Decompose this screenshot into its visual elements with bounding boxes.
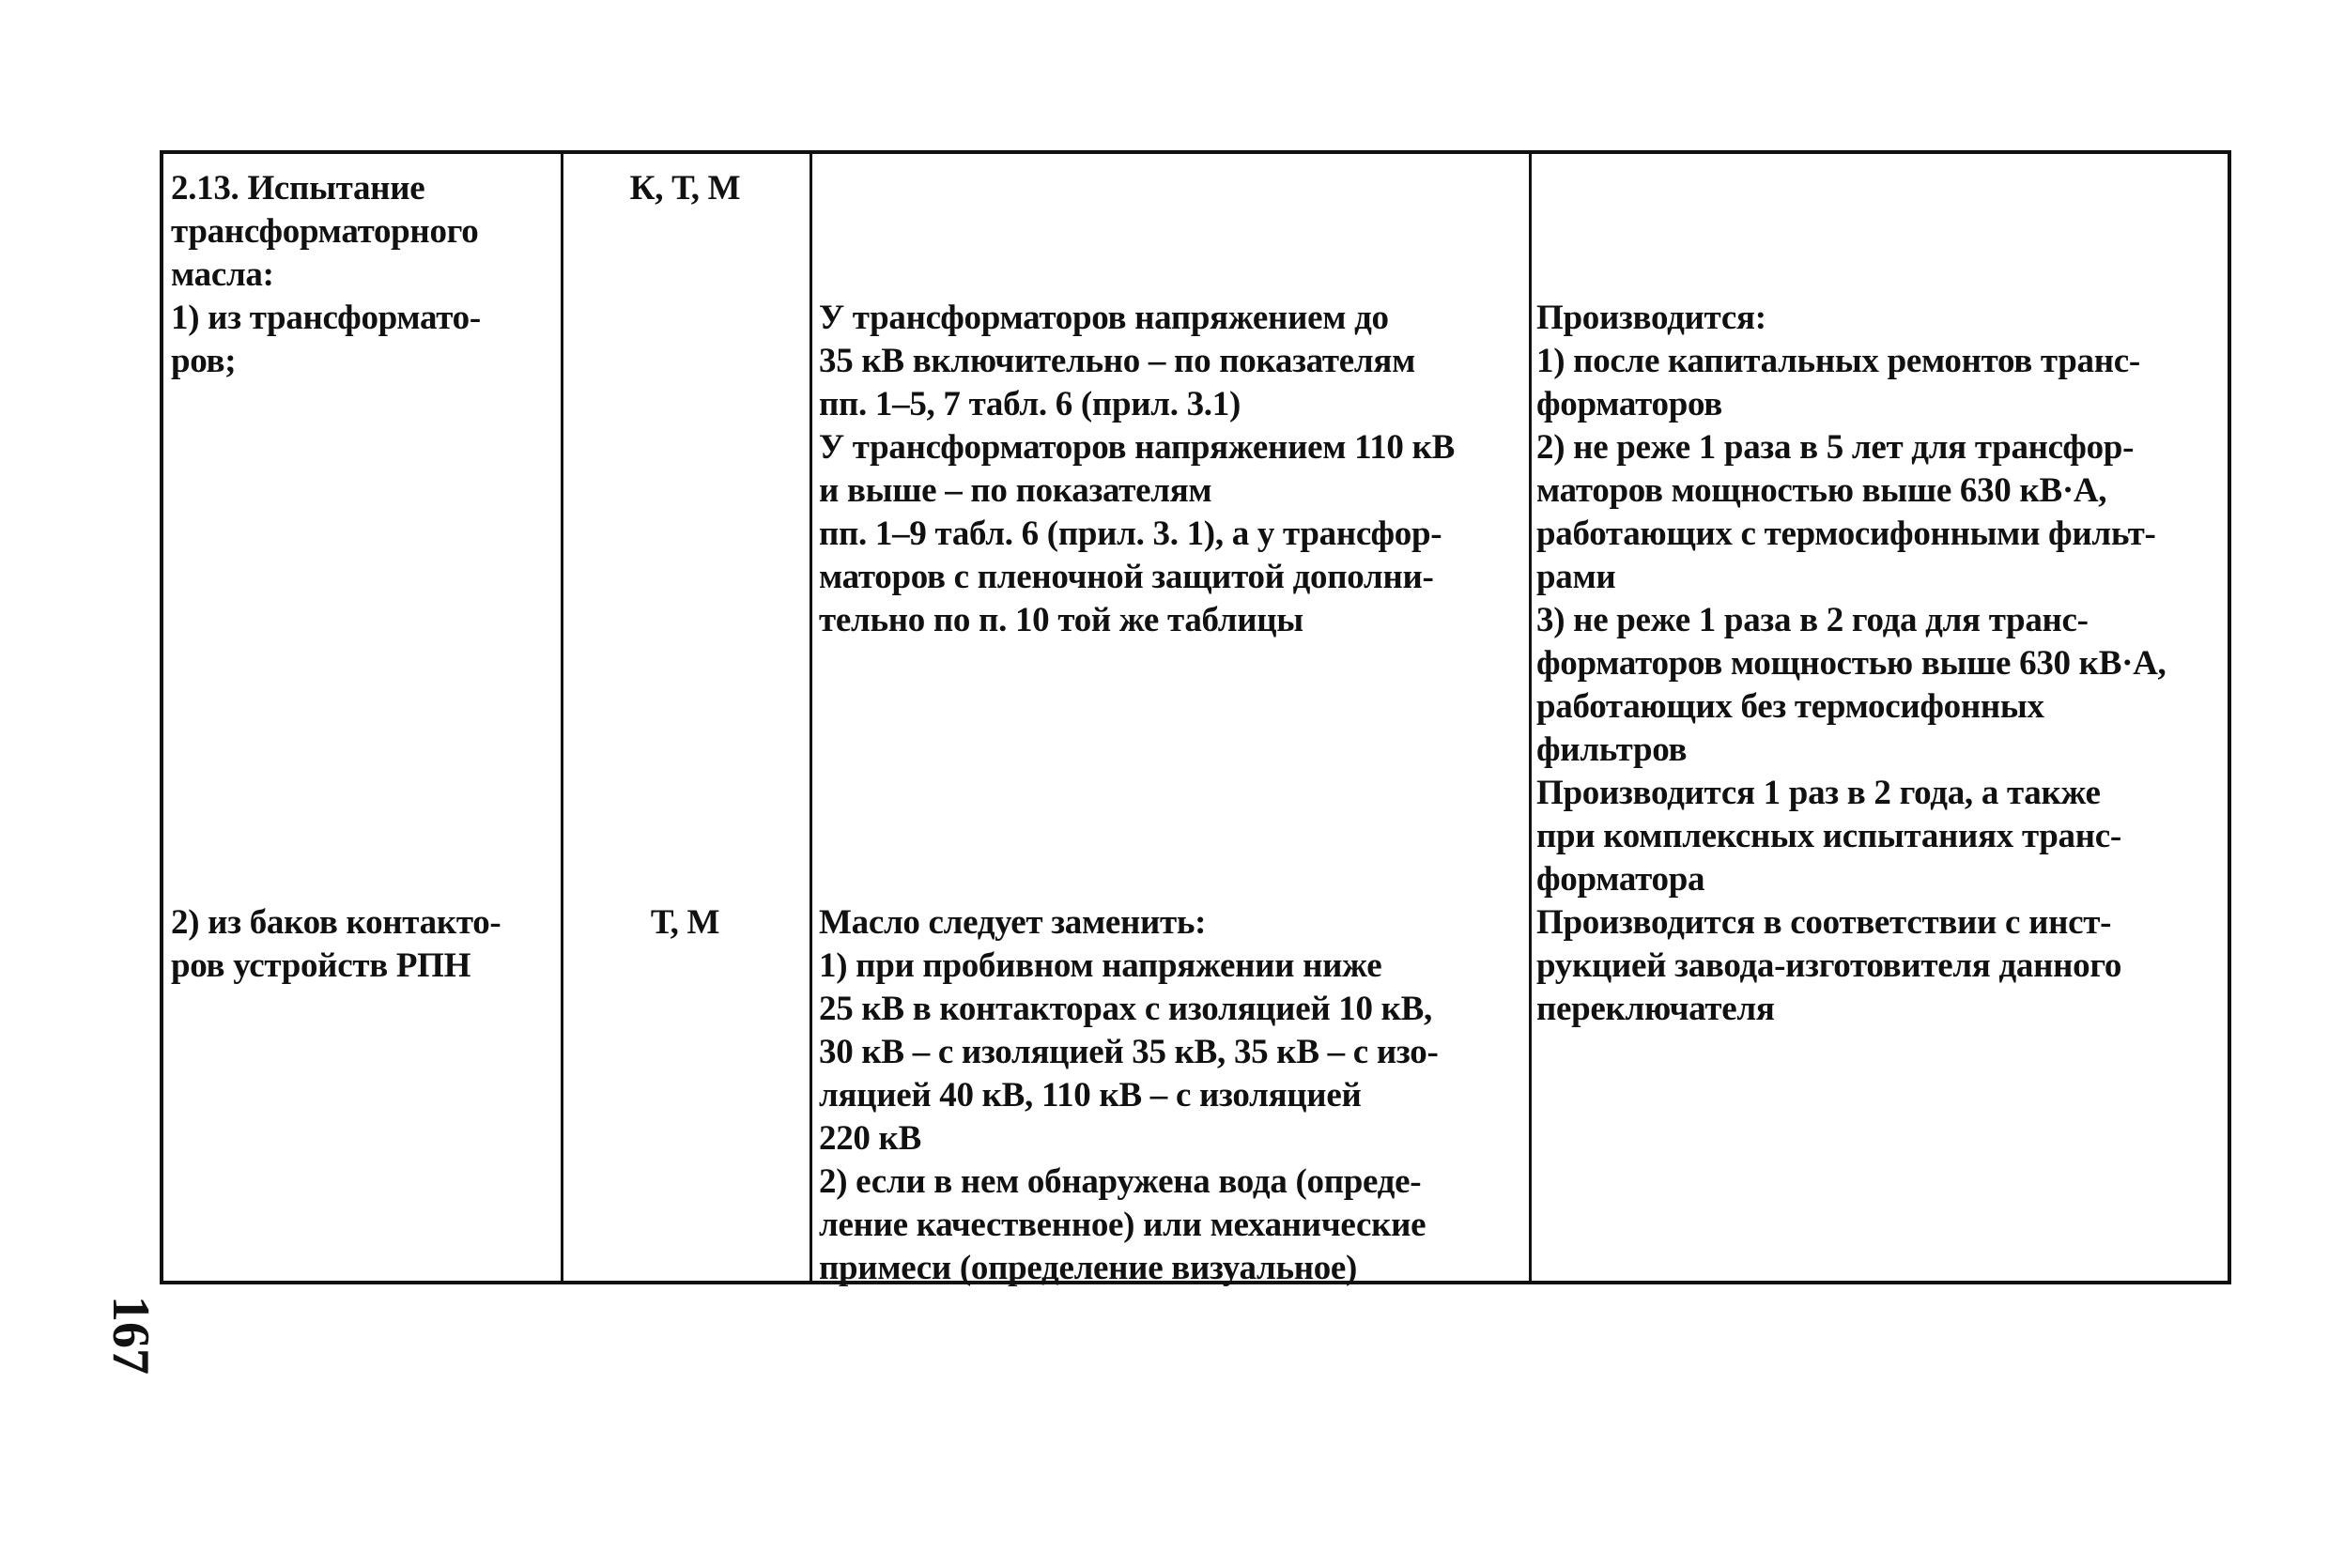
row1-test-type-codes: К, Т, М xyxy=(629,169,741,208)
row1-standards: У трансформаторов напряжением до 35 кВ включительно – по показателям пп. 1–5, 7 табл. 6 (прил. 3.1) У трансформаторов напряжением 110 кВ и выше – по показателям пп. 1–9 табл. 6 (прил. 3. 1), а у трансфор- маторов с пленочной защитой дополни- тельно по п. 10 той же таблицы xyxy=(819,299,1455,639)
column-divider xyxy=(1529,154,1532,1281)
column-divider xyxy=(810,154,812,1281)
test-requirements-table xyxy=(160,150,2231,1287)
page-number: 167 xyxy=(101,1296,160,1375)
row1-test-subitem: 1) из трансформато- ров; xyxy=(171,299,481,380)
row2-test-type-codes: Т, М xyxy=(650,903,720,942)
row2-test-name: 2) из баков контакто- ров устройств РПН xyxy=(171,903,501,985)
row2-instructions: Производится в соответствии с инст- рукцией завода-изготовителя данного переключателя xyxy=(1536,903,2122,1028)
row2-standards: Масло следует заменить: 1) при пробивном напряжении ниже 25 кВ в контакторах с изоляцией 10 кВ, 30 кВ – с изоляцией 35 кВ, 35 кВ – с изо- ляцией 40 кВ, 110 кВ – с изоляцией 220 кВ 2) если в нем обнаружена вода (опреде- ление качественное) или механические примеси (определение визуальное) xyxy=(819,903,1439,1287)
row1-instructions: Производится: 1) после капитальных ремонтов транс- форматоров 2) не реже 1 раза в 5 лет для трансфор- маторов мощностью выше 630 кВ·А, работающих с термосифонными фильт- рами 3) не реже 1 раза в 2 года для транс- форматоров мощностью выше 630 кВ·А, работающих без термосифонных фильтров Производится 1 раз в 2 года, а также при комплексных испытаниях транс- форматора xyxy=(1536,299,2167,899)
column-divider xyxy=(561,154,563,1281)
row1-test-name: 2.13. Испытание трансформаторного масла: xyxy=(171,169,479,294)
